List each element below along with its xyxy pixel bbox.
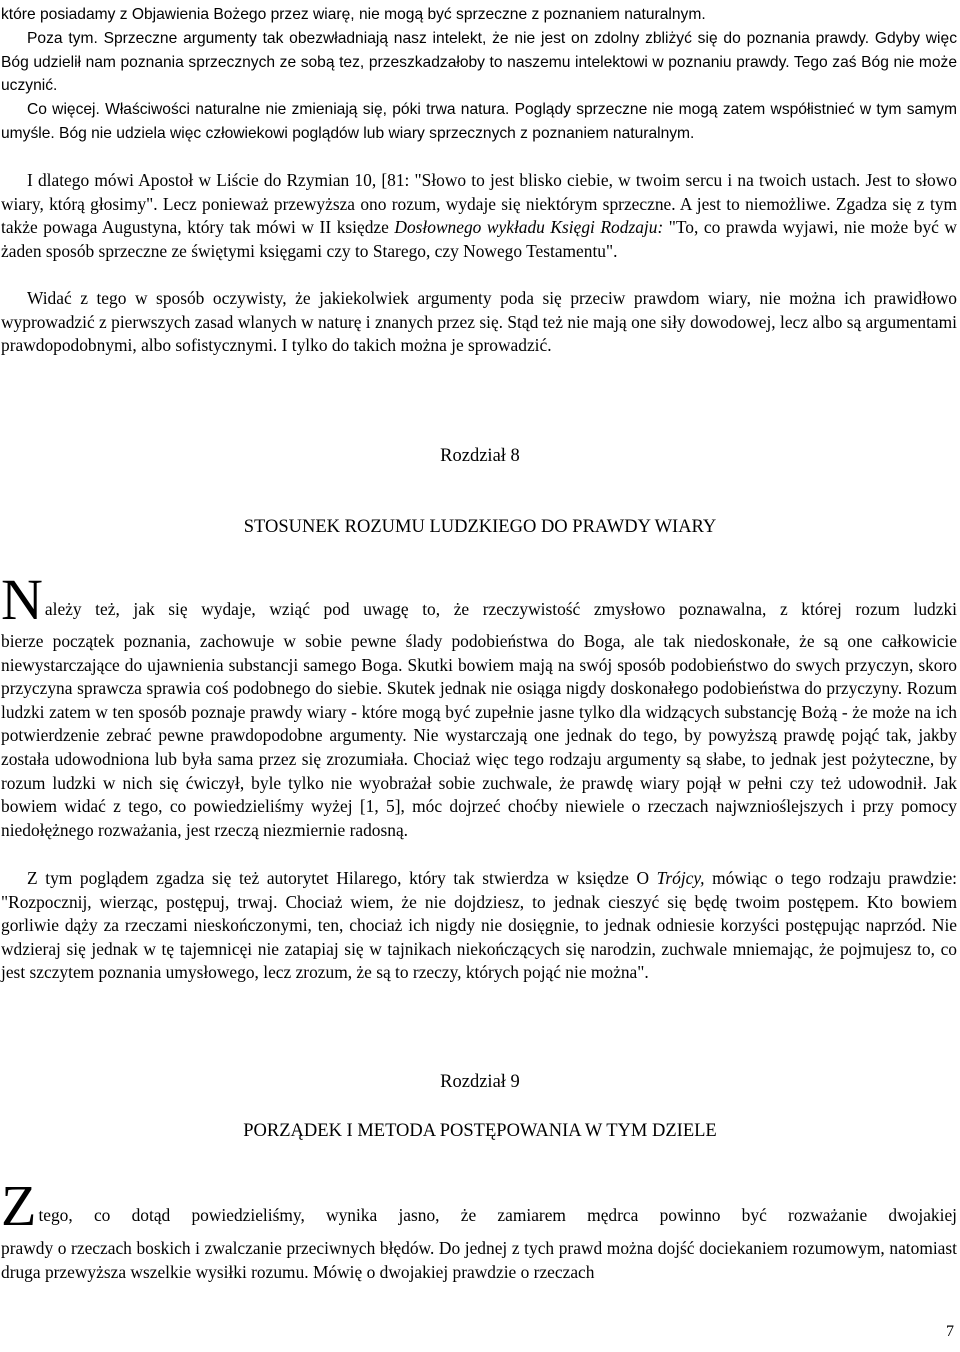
paragraph-poza-tym: Poza tym. Sprzeczne argumenty tak obezwładniają nasz intelekt, że nie jest on zdolny zbliżyć się do poznania prawdy. Gdyby więc Bóg udzielił nam poznania sprzecznych ze sobą tez, przeszkadzałoby to naszemu intelektowi w poznaniu prawdy. Tego zaś Bóg nie może uczynić. xyxy=(1,30,957,95)
chapter-8-first-line xyxy=(1,567,957,632)
chapter-8-hilary-paragraph xyxy=(1,867,957,985)
chapter-8-number: Rozdział 8 xyxy=(440,446,520,466)
text-segment: Z tym poglądem zgadza się też autorytet Hilarego, który tak stwierdza w księdze O xyxy=(27,868,657,888)
paragraph-co-wiecej: Co więcej. Właściwości naturalne nie zmieniają się, póki trwa natura. Poglądy sprzeczne nie mogą zatem współistnieć w tym samym umyśle. Bóg nie udziela więc człowiekowi poglądów lub wiary sprzecznych z poznaniem naturalnym. xyxy=(1,101,957,142)
chapter-9-number: Rozdział 9 xyxy=(440,1072,520,1092)
paragraph-apostol xyxy=(1,169,957,263)
paragraph-widac: Widać z tego w sposób oczywisty, że jakiekolwiek argumenty poda się przeciw prawdom wiary, nie można ich prawidłowo wyprowadzić z pierwszych zasad wlanych w naturę i znanych przez się. Stąd też nie mają one siły dowodowej, lecz albo są argumentami prawdopodobnymi, albo sofistycznymi. I tylko do takich można je sprowadzić. xyxy=(1,288,957,356)
chapter-9-body: prawdy o rzeczach boskich i zwalczanie przeciwnych błędów. Do jednej z tych prawd można dojść dociekaniem rozumowym, natomiast druga przewyższa wszelkie wysiłki rozumu. Mówię o dwojakiej prawdzie o rzeczach xyxy=(1,1238,957,1282)
chapter-8-title: STOSUNEK ROZUMU LUDZKIEGO DO PRAWDY WIARY xyxy=(243,517,717,537)
drop-cap: N xyxy=(1,567,43,632)
paragraph-intro-line: które posiadamy z Objawienia Bożego przez wiarę, nie mogą być sprzeczne z poznaniem naturalnym. xyxy=(1,6,706,23)
text-segment: mówiąc o tego rodzaju prawdzie: "Rozpocznij, wierząc, postępuj, trwaj. Chociaż wiem, że nie dojdziesz, to jednak cieszyć się będę twoim postępem. Kto bowiem gorliwie dąży za rzeczami nieskończonymi, ten, chociaż ich nigdy nie dosięgnie, to jednak odniesie korzyści postępując naprzód. Nie wdzieraj się jednak w tę tajemnicęi nie zatapiaj się w tajnikach niekończących się narodzin, zuchwale mniemając, że pojmujesz to, co jest szczytem poznania umysłowego, lecz zrozum, że są to rzeczy, których pojąć nie można". xyxy=(1,868,957,983)
italic-title: Dosłownego wykładu Księgi Rodzaju: xyxy=(394,217,664,238)
chapter-8-body: bierze początek poznania, zachowuje w sobie pewne ślady podobieństwa do Boga, ale tak niedoskonałe, że są one całkowicie niewystarczające do ujawnienia substancji samego Boga. Skutki bowiem mają na swój sposób podobieństwo do swych przyczyn, skoro przyczyna sprawcza sprawia coś podobnego do siebie. Skutek jednak nie osiąga nigdy doskonałego podobieństwa do przyczyny. Rozum ludzki zatem w ten sposób poznaje prawdy wiary - które mogą być zupełnie jasne tylko dla widzących substancję Bożą - że może na ich potwierdzenie zebrać pewne prawdopodobne argumenty. Nie wystarczają one jednak do tego, by powyższą prawdę pojąć tak, jakby została udowodniona lub była sama przez się zrozumiała. Chociaż więc tego rodzaju argumenty są słabe, to jednak jest pożyteczne, by rozum ludzki w nich się ćwiczył, byle tylko nie wyobrażał sobie zuchwale, że prawdę wiary pojął w pełni czy też udowodnił. Jak bowiem widać z tego, co powiedzieliśmy wyżej [1, 5], móc dojrzeć choćby niewiele o rzeczach najwznioślejszych i przy pomocy niedołężnego rozważania, jest rzeczą niezmiernie radosną. xyxy=(1,631,957,840)
text-segment: tego, co dotąd powiedzieliśmy, wynika jasno, że zamiarem mędrca powinno być rozważanie dwojakiej xyxy=(38,1205,957,1225)
drop-cap: Z xyxy=(1,1173,37,1238)
chapter-9-first-line xyxy=(1,1173,957,1238)
text-segment: I dlatego mówi Apostoł w Liście do Rzymian 10, [81: "Słowo to jest blisko ciebie, w twoim sercu i na twoich ustach. Jest to słowo wiary, którą głosimy". Lecz ponieważ przewyższa ono rozum, wydaje się niektórym sprzeczne. A jest to niemożliwe. Zgadza się z tym także powaga Augustyna, który tak mówi w II księdze xyxy=(1,170,957,238)
page-number: 7 xyxy=(946,1323,954,1340)
text-segment: "To, co prawda wyjawi, nie może być w żaden sposób sprzeczne ze świętymi księgami czy to Starego, czy Nowego Testamentu". xyxy=(1,217,957,261)
text-segment: ależy też, jak się wydaje, wziąć pod uwagę to, że rzeczywistość zmysłowo poznawalna, z której rozum ludzki xyxy=(44,599,957,619)
italic-title: Trójcy, xyxy=(656,868,705,888)
chapter-9-title: PORZĄDEK I METODA POSTĘPOWANIA W TYM DZIELE xyxy=(243,1121,717,1141)
